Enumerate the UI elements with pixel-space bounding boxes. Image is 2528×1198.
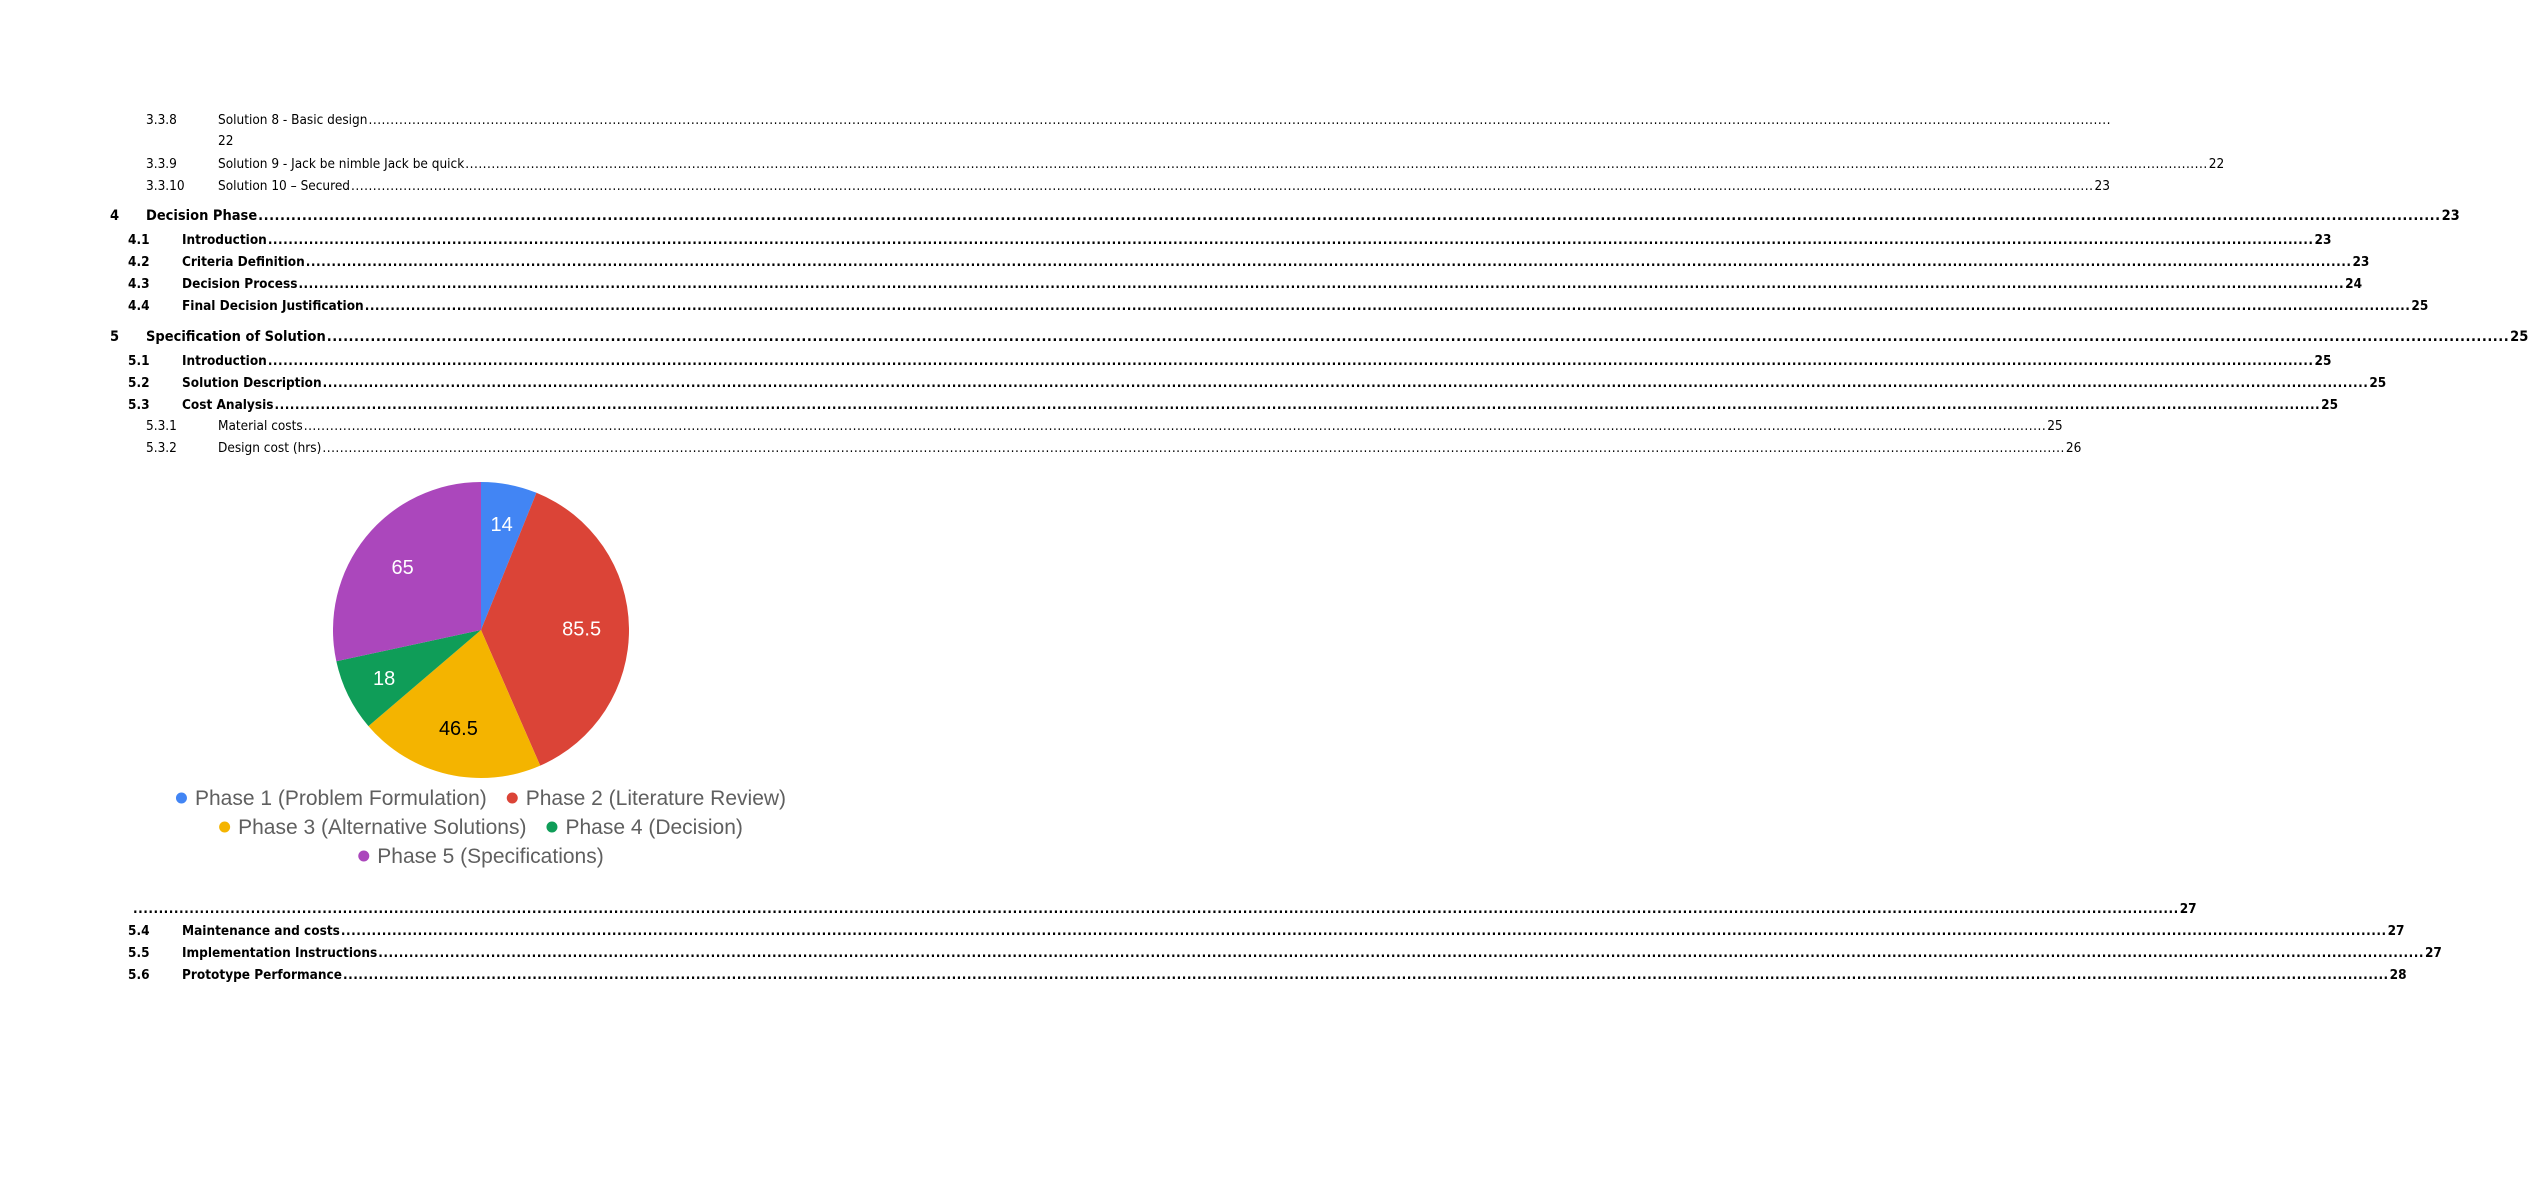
toc-dot-leader: ................................................................................................................................................................................................................................................................................................................................................................................................................: [465, 156, 2208, 172]
toc-dot-leader: ................................................................................................................................................................................................................................................................................................................................................................................................................: [364, 298, 2411, 314]
legend-item: [358, 845, 603, 868]
toc-entry-page: 27: [2387, 923, 2405, 939]
legend-swatch: [507, 793, 518, 804]
pie-slice-label: 85.5: [562, 618, 602, 641]
toc-entry-title: Solution Description: [182, 375, 322, 391]
legend-item: [546, 816, 742, 839]
pie-chart: [0, 470, 926, 890]
toc-entry-page: 25: [2314, 353, 2332, 369]
toc-entry[interactable]: [146, 178, 2110, 194]
legend-label: Phase 1 (Problem Formulation): [194, 787, 487, 810]
toc-entry-number: 3.3.9: [146, 156, 177, 172]
toc-dot-leader: ................................................................................................................................................................................................................................................................................................................................................................................................................: [298, 276, 2345, 292]
toc-entry[interactable]: [146, 156, 2225, 172]
toc-entry-number: 4.3: [128, 276, 150, 292]
toc-entry-number: 5.6: [128, 967, 150, 983]
pie-slice-label: 46.5: [438, 718, 478, 741]
pie-slice-label: 14: [490, 513, 513, 536]
toc-entry-page: 25: [2369, 375, 2387, 391]
toc-entry-page: 23: [2094, 178, 2110, 194]
toc-entry-page: 24: [2345, 276, 2363, 292]
legend-item: [176, 787, 487, 810]
toc-dot-leader: ................................................................................................................................................................................................................................................................................................................................................................................................................: [326, 329, 2510, 345]
toc-entry[interactable]: [128, 254, 2370, 270]
legend-item: [507, 787, 786, 810]
legend-swatch: [176, 793, 187, 804]
toc-entry[interactable]: [128, 298, 2429, 314]
toc-entry-title: Design cost (hrs): [218, 440, 322, 456]
toc-entry-number: 4.2: [128, 254, 150, 270]
toc-entry-page: 23: [2314, 232, 2332, 248]
toc-entry-title: Decision Process: [182, 276, 298, 292]
pie-slice-label: 18: [373, 667, 396, 690]
toc-entry-page: 25: [2411, 298, 2429, 314]
toc-entry-number: 5.3: [128, 397, 150, 413]
toc-dot-leader: ................................................................................................................................................................................................................................................................................................................................................................................................................: [368, 112, 2111, 128]
toc-entry-number: 4.4: [128, 298, 150, 314]
toc-entry-page: 26: [2065, 440, 2082, 456]
toc-entry-page: 23: [2352, 254, 2370, 270]
toc-dot-leader: ................................................................................................................................................................................................................................................................................................................................................................................................................: [303, 418, 2047, 434]
toc-dot-leader: ................................................................................................................................................................................................................................................................................................................................................................................................................: [322, 375, 2369, 391]
toc-dot-leader: ................................................................................................................................................................................................................................................................................................................................................................................................................: [305, 254, 2352, 270]
legend-swatch: [546, 822, 557, 833]
legend-swatch: [358, 851, 369, 862]
toc-entry-number: 5.3.2: [146, 440, 177, 456]
toc-entry-number: 5.1: [128, 353, 150, 369]
toc-continuation-page-3-3-8: 22: [218, 133, 234, 149]
legend-label: Phase 4 (Decision): [565, 816, 743, 839]
toc-entry-title: Solution 10 – Secured: [218, 178, 351, 194]
toc-entry[interactable]: [128, 967, 2407, 983]
toc-dot-leader: ................................................................................................................................................................................................................................................................................................................................................................................................................: [340, 923, 2387, 939]
toc-entry[interactable]: [128, 945, 2442, 961]
toc-entry-title: Solution 9 - Jack be nimble Jack be quick: [218, 156, 465, 172]
toc-entry-title: Specification of Solution: [146, 329, 326, 345]
toc-entry-page: 27: [2179, 901, 2197, 917]
toc-entry[interactable]: [110, 329, 2528, 345]
toc-entry-title: Introduction: [182, 353, 267, 369]
toc-entry-page: 22: [2208, 156, 2225, 172]
toc-entry-title: Final Decision Justification: [182, 298, 364, 314]
toc-dot-leader: ................................................................................................................................................................................................................................................................................................................................................................................................................: [274, 397, 2321, 413]
toc-dot-leader: ................................................................................................................................................................................................................................................................................................................................................................................................................: [342, 967, 2389, 983]
toc-entry-number: 3.3.10: [146, 178, 185, 194]
toc-entry-title: Material costs: [218, 418, 303, 434]
toc-dot-leader: ................................................................................................................................................................................................................................................................................................................................................................................................................: [378, 945, 2424, 961]
toc-entry-number: 5.5: [128, 945, 150, 961]
toc-entry-page: 25: [2510, 329, 2528, 345]
pie-slice-label: 65: [391, 556, 414, 579]
toc-entry[interactable]: [128, 923, 2405, 939]
toc-entry-title: Implementation Instructions: [182, 945, 378, 961]
toc-entry-page: 25: [2321, 397, 2339, 413]
legend-label: Phase 3 (Alternative Solutions): [238, 816, 527, 839]
legend-label: Phase 5 (Specifications): [377, 845, 604, 868]
toc-entry-title: Decision Phase: [146, 208, 258, 224]
toc-entry-number: 5.2: [128, 375, 150, 391]
legend-label: Phase 2 (Literature Review): [525, 787, 787, 810]
toc-entry[interactable]: [128, 397, 2339, 413]
toc-dot-leader: ................................................................................................................................................................................................................................................................................................................................................................................................................: [267, 232, 2314, 248]
chart-legend: [176, 787, 786, 868]
legend-item: [219, 816, 526, 839]
toc-entry[interactable]: [128, 276, 2363, 292]
toc-entry-title: Prototype Performance: [182, 967, 342, 983]
toc-entry-title: Cost Analysis: [182, 397, 274, 413]
toc-entry-page: 27: [2424, 945, 2442, 961]
toc-entry[interactable]: [132, 901, 2197, 917]
toc-entry-number: 3.3.8: [146, 112, 177, 128]
toc-entry-number: 4.1: [128, 232, 150, 248]
toc-entry[interactable]: [128, 353, 2332, 369]
toc-entry-number: 4: [110, 208, 120, 224]
toc-entry[interactable]: [110, 208, 2460, 224]
toc-dot-leader: ................................................................................................................................................................................................................................................................................................................................................................................................................: [267, 353, 2314, 369]
legend-swatch: [219, 822, 230, 833]
toc-entry[interactable]: [146, 440, 2082, 456]
toc-entry-number: 5: [110, 329, 120, 345]
toc-entry-number: 5.4: [128, 923, 150, 939]
toc-entry-page: 28: [2389, 967, 2407, 983]
toc-entry[interactable]: [128, 375, 2387, 391]
toc-entry-page: 23: [2441, 208, 2460, 224]
toc-dot-leader: ................................................................................................................................................................................................................................................................................................................................................................................................................: [351, 178, 2094, 194]
toc-dot-leader: ................................................................................................................................................................................................................................................................................................................................................................................................................: [133, 901, 2179, 917]
toc-entry-title: Introduction: [182, 232, 267, 248]
toc-entry[interactable]: [146, 418, 2063, 434]
toc-entry[interactable]: [146, 112, 2111, 128]
toc-entry-title: Maintenance and costs: [182, 923, 340, 939]
toc-entry-title: Criteria Definition: [182, 254, 305, 270]
toc-dot-leader: ................................................................................................................................................................................................................................................................................................................................................................................................................: [322, 440, 2065, 456]
toc-entry-page: 25: [2047, 418, 2063, 434]
toc-entry[interactable]: [128, 232, 2332, 248]
toc-entry-number: 5.3.1: [146, 418, 177, 434]
toc-dot-leader: ................................................................................................................................................................................................................................................................................................................................................................................................................: [258, 208, 2441, 224]
toc-entry-title: Solution 8 - Basic design: [218, 112, 368, 128]
